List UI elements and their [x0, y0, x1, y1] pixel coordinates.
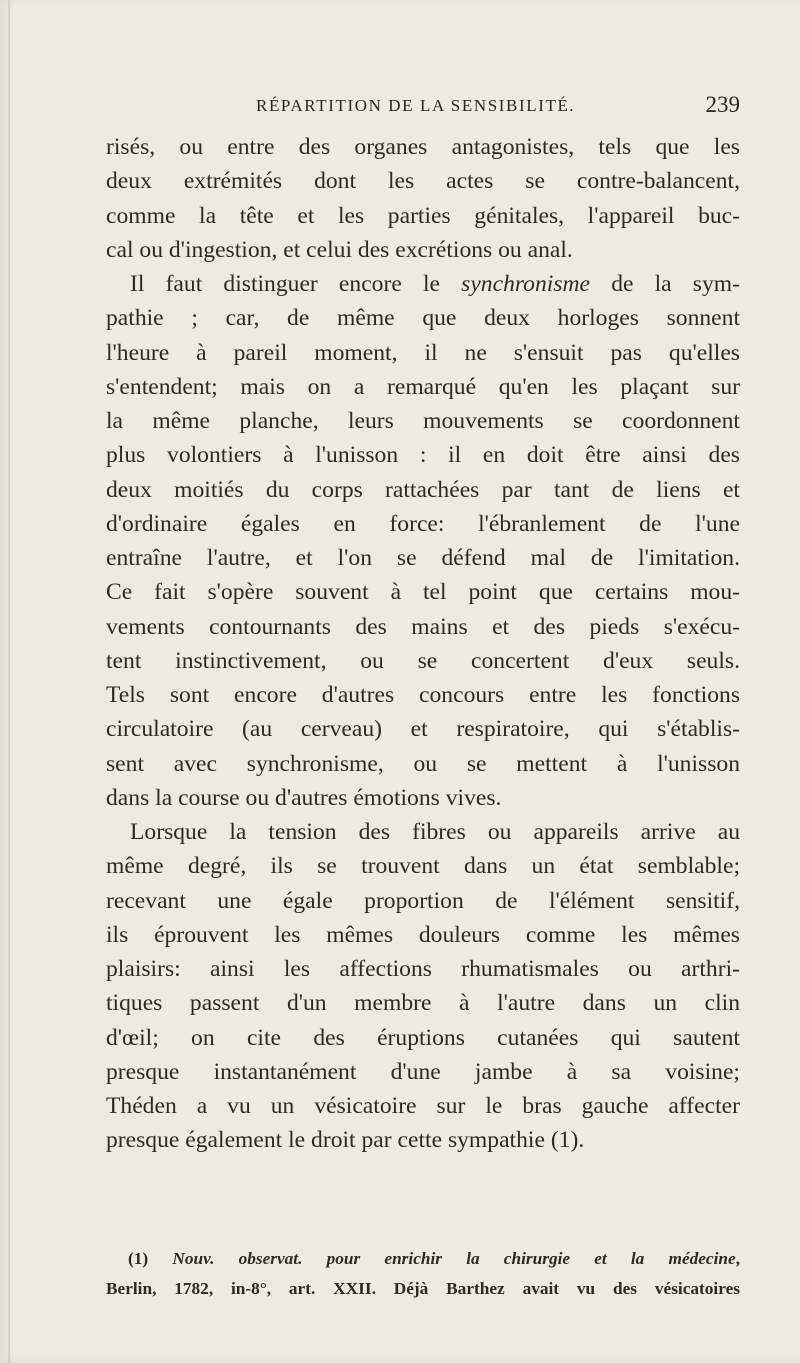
text-line: sent avec synchronisme, ou se mettent à l'unisson — [106, 750, 740, 777]
emphasized-term: synchronisme — [461, 271, 591, 297]
running-header-title: RÉPARTITION DE LA SENSIBILITÉ. — [256, 96, 576, 115]
text-line: plaisirs: ainsi les affections rhumatismales ou arthri- — [106, 956, 740, 982]
running-header — [104, 94, 744, 124]
text-line: deux moitiés du corps rattachées par tant de liens et — [106, 476, 740, 503]
text-line: deux extrémités dont les actes se contre-balancent, — [106, 168, 740, 195]
text-line: ils éprouvent les mêmes douleurs comme les mêmes — [106, 921, 740, 948]
text-line: l'heure à pareil moment, il ne s'ensuit pas qu'elles — [106, 339, 740, 366]
text-line: tiques passent d'un membre à l'autre dans un clin — [106, 990, 740, 1017]
text-line: d'ordinaire égales en force: l'ébranlement de l'une — [106, 510, 740, 537]
text-line: cal ou d'ingestion, et celui des excrétions ou anal. — [106, 236, 573, 263]
text-line: même degré, ils se trouvent dans un état semblable; — [106, 853, 740, 880]
footnote-line — [106, 1244, 740, 1274]
text-line: Ce fait s'opère souvent à tel point que certains mou- — [106, 579, 740, 606]
text-line: tent instinctivement, ou se concertent d'eux seuls. — [106, 647, 740, 674]
text-line: Théden a vu un vésicatoire sur le bras gauche affecter — [106, 1093, 740, 1119]
footnote-citation: Nouv. observat. pour enrichir la chirurgie et la médecine — [172, 1249, 736, 1268]
text-line: circulatoire (au cerveau) et respiratoire, qui s'établis- — [106, 716, 740, 743]
text-line: la même planche, leurs mouvements se coordonnent — [106, 408, 740, 434]
page-number: 239 — [705, 92, 740, 117]
body-text — [106, 130, 740, 1158]
text-line: risés, ou entre des organes antagonistes, tels que les — [106, 134, 740, 160]
footnote-line-tail: , — [735, 1249, 741, 1268]
text-line: plus volontiers à l'unisson : il en doit être ainsi des — [106, 442, 740, 469]
text-line: Il faut distinguer encore le synchronisme de la sym- — [130, 271, 740, 297]
text-line: vements contournants des mains et des pieds s'exécu- — [106, 613, 740, 640]
text-line: d'œil; on cite des éruptions cutanées qui sautent — [106, 1024, 740, 1051]
text-line: Tels sont encore d'autres concours entre les fonctions — [106, 682, 740, 708]
text-line: pathie ; car, de même que deux horloges sonnent — [106, 305, 740, 332]
page-gutter-edge — [8, 0, 10, 1363]
footnote — [106, 1244, 740, 1304]
footnote-line: Berlin, 1782, in-8°, art. XXII. Déjà Barthez avait vu des vésicatoires — [106, 1279, 740, 1298]
text-line: recevant une égale proportion de l'élément sensitif, — [106, 887, 740, 914]
text-line: presque également le droit par cette sympathie (1). — [106, 1127, 585, 1154]
text-line: entraîne l'autre, et l'on se défend mal de l'imitation. — [106, 545, 740, 571]
text-line: s'entendent; mais on a remarqué qu'en les plaçant sur — [106, 373, 740, 400]
text-line: dans la course ou d'autres émotions vives. — [106, 784, 502, 811]
footnote-marker: (1) — [128, 1249, 149, 1268]
text-line: presque instantanément d'une jambe à sa voisine; — [106, 1058, 740, 1085]
text-line: comme la tête et les parties génitales, l'appareil buc- — [106, 202, 740, 229]
text-line: Lorsque la tension des fibres ou appareils arrive au — [130, 819, 740, 845]
